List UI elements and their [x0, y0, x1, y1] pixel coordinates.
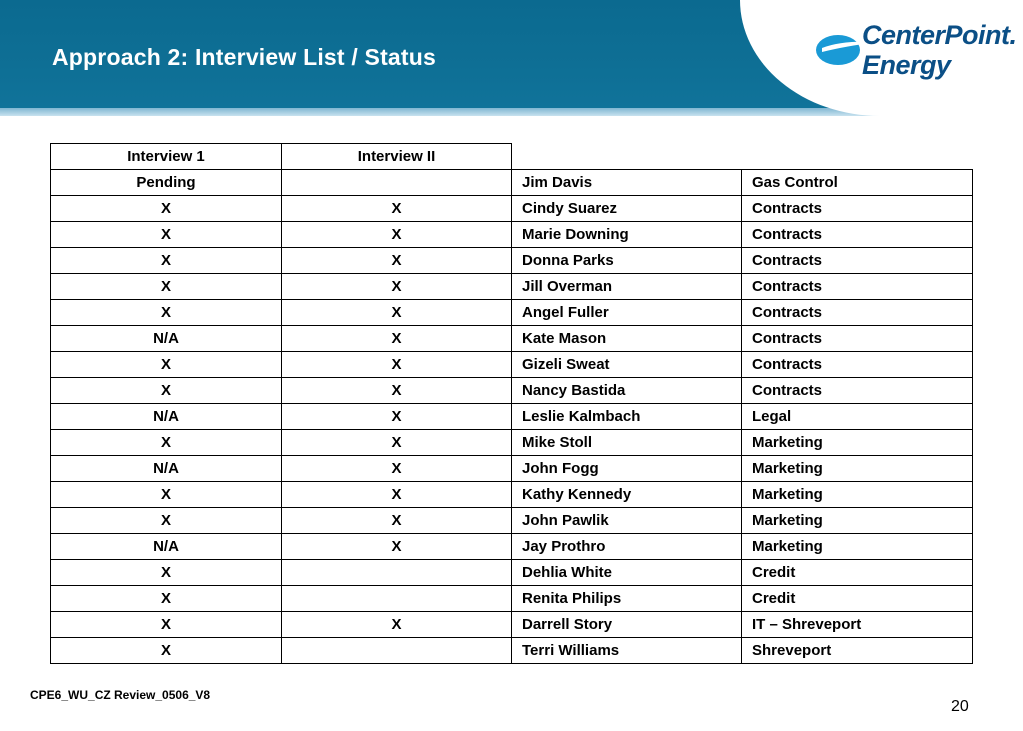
department-cell: Marketing: [742, 534, 973, 560]
interview-2-cell: [282, 638, 512, 664]
interview-1-cell: X: [51, 222, 282, 248]
department-cell: Contracts: [742, 300, 973, 326]
table-row: [51, 274, 973, 300]
centerpoint-logo: [862, 20, 1017, 80]
table-row: [51, 638, 973, 664]
department-cell: Contracts: [742, 274, 973, 300]
table-row: [51, 404, 973, 430]
name-cell: Gizeli Sweat: [512, 352, 742, 378]
table-row: [51, 248, 973, 274]
name-cell: Donna Parks: [512, 248, 742, 274]
interview-2-cell: X: [282, 300, 512, 326]
logo-line-1: CenterPoint.: [862, 20, 1017, 50]
name-cell: Leslie Kalmbach: [512, 404, 742, 430]
page-number: 20: [951, 698, 969, 715]
interview-1-cell: N/A: [51, 534, 282, 560]
table-row: [51, 196, 973, 222]
interview-2-cell: X: [282, 456, 512, 482]
table-row: [51, 612, 973, 638]
table-row: [51, 352, 973, 378]
interview-2-cell: X: [282, 378, 512, 404]
interview-1-cell: N/A: [51, 456, 282, 482]
name-cell: Terri Williams: [512, 638, 742, 664]
interview-1-cell: X: [51, 300, 282, 326]
department-cell: Marketing: [742, 482, 973, 508]
name-cell: Jay Prothro: [512, 534, 742, 560]
logo-line-2: Energy: [862, 50, 951, 80]
interview-1-cell: X: [51, 430, 282, 456]
table-row: [51, 586, 973, 612]
table-header-row: [51, 144, 973, 170]
interview-2-cell: X: [282, 196, 512, 222]
interview-1-cell: X: [51, 248, 282, 274]
department-cell: Contracts: [742, 222, 973, 248]
name-cell: Mike Stoll: [512, 430, 742, 456]
department-cell: Legal: [742, 404, 973, 430]
interview-1-cell: X: [51, 560, 282, 586]
table-row: [51, 222, 973, 248]
name-cell: Cindy Suarez: [512, 196, 742, 222]
department-cell: Shreveport: [742, 638, 973, 664]
interview-1-cell: N/A: [51, 326, 282, 352]
name-cell: Renita Philips: [512, 586, 742, 612]
name-cell: Darrell Story: [512, 612, 742, 638]
header-blank: [512, 144, 742, 170]
department-cell: Contracts: [742, 196, 973, 222]
interview-2-cell: [282, 170, 512, 196]
interview-2-cell: X: [282, 534, 512, 560]
interview-1-cell: X: [51, 508, 282, 534]
department-cell: Gas Control: [742, 170, 973, 196]
interview-2-cell: X: [282, 482, 512, 508]
name-cell: Kate Mason: [512, 326, 742, 352]
interview-1-cell: X: [51, 638, 282, 664]
name-cell: Marie Downing: [512, 222, 742, 248]
name-cell: Angel Fuller: [512, 300, 742, 326]
interview-1-cell: X: [51, 352, 282, 378]
table-row: [51, 560, 973, 586]
table-row: [51, 300, 973, 326]
interview-2-cell: X: [282, 248, 512, 274]
table-row: [51, 482, 973, 508]
name-cell: Jim Davis: [512, 170, 742, 196]
interview-1-cell: X: [51, 196, 282, 222]
header-interview-1: Interview 1: [51, 144, 282, 170]
interview-2-cell: X: [282, 222, 512, 248]
interview-2-cell: X: [282, 274, 512, 300]
department-cell: Credit: [742, 586, 973, 612]
department-cell: Marketing: [742, 508, 973, 534]
interview-1-cell: N/A: [51, 404, 282, 430]
footer-document-id: CPE6_WU_CZ Review_0506_V8: [30, 688, 211, 702]
interview-1-cell: X: [51, 482, 282, 508]
table-row: [51, 508, 973, 534]
name-cell: Jill Overman: [512, 274, 742, 300]
interview-2-cell: X: [282, 612, 512, 638]
name-cell: John Pawlik: [512, 508, 742, 534]
table-body: [51, 170, 973, 664]
interview-1-cell: X: [51, 586, 282, 612]
table-row: [51, 170, 973, 196]
department-cell: IT – Shreveport: [742, 612, 973, 638]
name-cell: Dehlia White: [512, 560, 742, 586]
header-interview-2: Interview II: [282, 144, 512, 170]
table-row: [51, 326, 973, 352]
interview-2-cell: [282, 560, 512, 586]
interview-2-cell: [282, 586, 512, 612]
department-cell: Marketing: [742, 456, 973, 482]
interview-2-cell: X: [282, 508, 512, 534]
interview-2-cell: X: [282, 326, 512, 352]
interview-1-cell: X: [51, 274, 282, 300]
department-cell: Contracts: [742, 326, 973, 352]
interview-1-cell: Pending: [51, 170, 282, 196]
interview-1-cell: X: [51, 612, 282, 638]
table-row: [51, 430, 973, 456]
interview-status-table: [50, 143, 973, 664]
table-row: [51, 534, 973, 560]
table-row: [51, 378, 973, 404]
header-blank: [742, 144, 973, 170]
interview-2-cell: X: [282, 430, 512, 456]
interview-1-cell: X: [51, 378, 282, 404]
department-cell: Contracts: [742, 248, 973, 274]
name-cell: John Fogg: [512, 456, 742, 482]
name-cell: Nancy Bastida: [512, 378, 742, 404]
interview-2-cell: X: [282, 352, 512, 378]
department-cell: Contracts: [742, 352, 973, 378]
slide-title: Approach 2: Interview List / Status: [52, 44, 437, 70]
table-row: [51, 456, 973, 482]
interview-2-cell: X: [282, 404, 512, 430]
department-cell: Marketing: [742, 430, 973, 456]
department-cell: Contracts: [742, 378, 973, 404]
name-cell: Kathy Kennedy: [512, 482, 742, 508]
department-cell: Credit: [742, 560, 973, 586]
